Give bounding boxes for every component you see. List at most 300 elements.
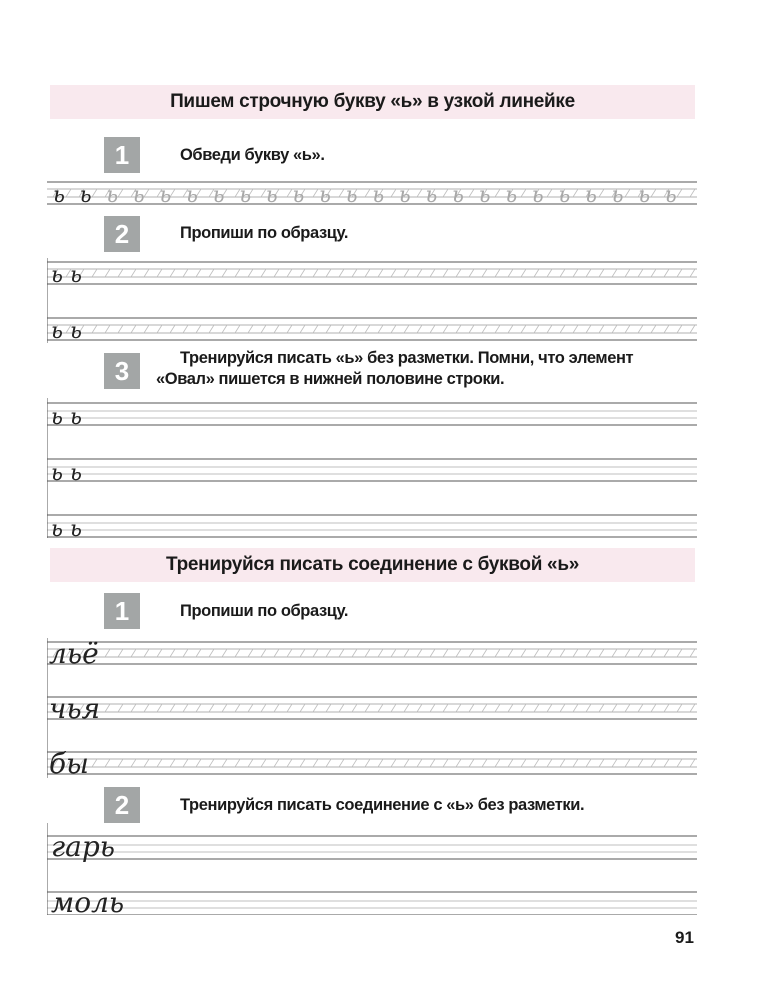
slanted-ruling-1 (47, 258, 697, 343)
slant-rule (573, 189, 578, 197)
slant-rule (339, 704, 344, 712)
slant-rule (313, 269, 318, 277)
slant-rule (469, 649, 474, 657)
slant-rule (677, 269, 682, 277)
sample-letters: ь ь (51, 263, 82, 288)
trace-letter: ь (265, 183, 278, 208)
slant-rule (508, 325, 513, 333)
task-3-instruction (156, 348, 700, 390)
slant-rule (690, 189, 695, 197)
slant-rule (222, 325, 227, 333)
slant-rule (157, 759, 162, 767)
slant-rule (170, 704, 175, 712)
slant-rule (157, 325, 162, 333)
trace-letter: ь (664, 183, 677, 208)
trace-letter: ь (452, 183, 464, 208)
plain-ruling-2 (47, 823, 697, 915)
task-2-instruction: Пропиши по образцу. (180, 224, 349, 242)
slant-rule (443, 704, 448, 712)
task-1-instruction: Обведи букву «ь». (180, 146, 325, 164)
slant-rule (196, 759, 201, 767)
slant-rule (274, 759, 279, 767)
slant-rule (274, 325, 279, 333)
slant-rule (222, 649, 227, 657)
slant-rule (157, 704, 162, 712)
slant-rule (482, 704, 487, 712)
slant-rule (92, 189, 97, 197)
task-2-number: 2 (104, 216, 140, 252)
slant-rule (404, 269, 409, 277)
trace-letter: ь (345, 183, 358, 208)
slant-rule (287, 325, 292, 333)
slant-rule (66, 189, 71, 197)
slant-rule (573, 325, 578, 333)
trace-letter-row (47, 178, 697, 208)
slant-rule (378, 649, 383, 657)
section-2-title: Тренируйся писать соединение с буквой «ь» (166, 554, 579, 575)
slant-rule (248, 649, 253, 657)
slant-rule (625, 269, 630, 277)
slant-rule (105, 269, 110, 277)
trace-letter: ь (239, 183, 252, 208)
trace-letter: ь (611, 183, 624, 208)
slant-rule (664, 269, 669, 277)
slant-rule (456, 325, 461, 333)
slant-rule (495, 759, 500, 767)
slant-rule (547, 649, 552, 657)
slant-rule (209, 325, 214, 333)
slant-rule (417, 649, 422, 657)
slant-rule (521, 325, 526, 333)
slant-rule (651, 325, 656, 333)
slant-rule (235, 704, 240, 712)
slant-rule (300, 759, 305, 767)
slant-rule (430, 269, 435, 277)
sample-joining: бы (49, 747, 89, 778)
slant-rule (92, 269, 97, 277)
slant-rule (495, 189, 500, 197)
slant-rule (586, 269, 591, 277)
slant-rule (586, 759, 591, 767)
sample-letters: ь ь (51, 405, 82, 430)
sample-word: моль (51, 886, 125, 915)
slant-rule (547, 759, 552, 767)
slant-rule (690, 269, 695, 277)
slant-rule (482, 269, 487, 277)
slant-rule (599, 189, 604, 197)
slant-rule (677, 189, 682, 197)
slant-rule (625, 325, 630, 333)
slant-rule (248, 269, 253, 277)
plain-practice-rows-1 (47, 398, 697, 538)
slant-rule (430, 649, 435, 657)
slant-rule (430, 759, 435, 767)
slant-rule (508, 759, 513, 767)
slant-rule (118, 189, 123, 197)
slant-rule (222, 704, 227, 712)
slant-rule (92, 325, 97, 333)
slant-rule (274, 269, 279, 277)
slant-rule (638, 759, 643, 767)
trace-letter: ь (159, 183, 172, 208)
slant-rule (274, 649, 279, 657)
slant-rule (261, 325, 266, 333)
slant-rule (222, 759, 227, 767)
slant-rule (456, 759, 461, 767)
slant-rule (248, 704, 253, 712)
slant-rule (651, 649, 656, 657)
trace-letter: ь (531, 183, 544, 208)
slanted-ruling-2 (47, 638, 697, 778)
slant-rule (495, 649, 500, 657)
slant-rule (612, 269, 617, 277)
slant-rule (144, 269, 149, 277)
slant-rule (573, 649, 578, 657)
slant-rule (313, 325, 318, 333)
slant-rule (534, 704, 539, 712)
sample-joining: чья (49, 692, 101, 725)
sample-letters: ь ь (51, 517, 82, 538)
slant-rule (677, 325, 682, 333)
slant-rule (105, 649, 110, 657)
slant-rule (638, 325, 643, 333)
slant-rule (92, 759, 97, 767)
slant-rule (235, 269, 240, 277)
section-1-title: Пишем строчную букву «ь» в узкой линейке (170, 91, 575, 112)
slant-rule (521, 759, 526, 767)
task-3-number: 3 (104, 353, 140, 389)
slant-rule (469, 189, 474, 197)
slant-rule (235, 649, 240, 657)
slant-rule (469, 269, 474, 277)
slant-rule (586, 704, 591, 712)
slant-rule (547, 189, 552, 197)
slant-rule (430, 325, 435, 333)
slant-rule (365, 704, 370, 712)
slant-rule (404, 759, 409, 767)
slant-rule (690, 704, 695, 712)
slant-rule (521, 269, 526, 277)
slant-rule (183, 325, 188, 333)
task-2-1-instruction: Пропиши по образцу. (180, 602, 349, 620)
trace-letter: ь (292, 183, 305, 208)
slant-rule (378, 269, 383, 277)
trace-letter: ь (186, 183, 198, 208)
slant-rule (248, 759, 253, 767)
slant-rule (521, 189, 526, 197)
task-2-2-instruction: Тренируйся писать соединение с «ь» без разметки. (180, 796, 585, 814)
slant-rule (313, 704, 318, 712)
slant-rule (326, 704, 331, 712)
slant-rule (261, 269, 266, 277)
slant-rule (365, 759, 370, 767)
slant-rule (430, 704, 435, 712)
slant-rule (482, 649, 487, 657)
trace-letter: ь (106, 183, 119, 208)
slanted-practice-rows-2 (47, 638, 697, 778)
slant-rule (612, 704, 617, 712)
task-3-line-2: «Овал» пишется в нижней половине строки. (156, 370, 505, 388)
slant-rule (664, 325, 669, 333)
slant-rule (599, 649, 604, 657)
slant-rule (664, 704, 669, 712)
slant-rule (560, 759, 565, 767)
slant-rule (261, 759, 266, 767)
slant-rule (105, 704, 110, 712)
slant-rule (183, 649, 188, 657)
slant-rule (690, 649, 695, 657)
slant-rule (664, 759, 669, 767)
trace-letter: ь (398, 183, 411, 208)
slant-rule (287, 269, 292, 277)
slant-rule (456, 269, 461, 277)
slant-rule (365, 325, 370, 333)
slant-rule (404, 649, 409, 657)
slant-rule (196, 704, 201, 712)
trace-letter: ь (478, 183, 491, 208)
sample-word: гарь (51, 830, 116, 863)
trace-letter: ь (425, 183, 438, 208)
slant-rule (235, 759, 240, 767)
slant-rule (391, 759, 396, 767)
trace-letter: ь (585, 183, 597, 208)
slant-rule (339, 269, 344, 277)
slant-rule (560, 325, 565, 333)
slant-rule (690, 325, 695, 333)
slant-rule (547, 704, 552, 712)
slant-rule (378, 325, 383, 333)
slant-rule (469, 704, 474, 712)
slant-rule (313, 649, 318, 657)
slant-rule (131, 704, 136, 712)
slant-rule (222, 269, 227, 277)
slant-rule (508, 269, 513, 277)
section-1-header (50, 85, 695, 119)
slant-rule (352, 704, 357, 712)
slant-rule (638, 649, 643, 657)
slant-rule (599, 269, 604, 277)
slant-rule (339, 325, 344, 333)
trace-letter: ь (79, 183, 92, 208)
slant-rule (638, 269, 643, 277)
trace-letter: ь (132, 183, 145, 208)
slant-rule (378, 704, 383, 712)
trace-letter: ь (319, 183, 331, 208)
slant-rule (131, 269, 136, 277)
slant-rule (352, 649, 357, 657)
slant-rule (261, 649, 266, 657)
slant-rule (599, 325, 604, 333)
slant-rule (105, 759, 110, 767)
slant-rule (443, 759, 448, 767)
slant-rule (118, 269, 123, 277)
slant-rule (417, 759, 422, 767)
slant-rule (391, 269, 396, 277)
slant-rule (391, 649, 396, 657)
trace-ruling (47, 178, 697, 208)
slant-rule (638, 704, 643, 712)
slant-rule (534, 325, 539, 333)
slant-rule (287, 704, 292, 712)
slant-rule (339, 189, 344, 197)
slant-rule (144, 759, 149, 767)
task-3-line-1: Тренируйся писать «ь» без разметки. Помни, что элемент (180, 349, 634, 367)
slant-rule (417, 269, 422, 277)
slant-rule (417, 189, 422, 197)
slant-rule (183, 269, 188, 277)
slant-rule (677, 704, 682, 712)
slant-rule (183, 759, 188, 767)
slant-rule (404, 704, 409, 712)
slant-rule (339, 759, 344, 767)
slant-rule (495, 269, 500, 277)
slant-rule (326, 649, 331, 657)
slant-rule (365, 269, 370, 277)
slanted-practice-rows-1 (47, 258, 697, 343)
page-number: 91 (675, 928, 694, 947)
slant-rule (365, 649, 370, 657)
slant-rule (404, 325, 409, 333)
slant-rule (209, 704, 214, 712)
slant-rule (287, 189, 292, 197)
slant-rule (625, 649, 630, 657)
slant-rule (287, 759, 292, 767)
slant-rule (365, 189, 370, 197)
task-2-2-number: 2 (104, 787, 140, 823)
slant-rule (508, 649, 513, 657)
slant-rule (170, 325, 175, 333)
slant-rule (612, 649, 617, 657)
trace-letter: ь (505, 183, 518, 208)
slant-rule (105, 325, 110, 333)
slant-rule (131, 649, 136, 657)
slant-rule (131, 325, 136, 333)
slant-rule (170, 649, 175, 657)
slant-rule (118, 759, 123, 767)
slant-rule (469, 325, 474, 333)
sample-letters: ь ь (51, 319, 82, 343)
slant-rule (547, 269, 552, 277)
slant-rule (508, 704, 513, 712)
slant-rule (118, 704, 123, 712)
slant-rule (209, 759, 214, 767)
slant-rule (417, 325, 422, 333)
slant-rule (547, 325, 552, 333)
slant-rule (443, 649, 448, 657)
slant-rule (196, 269, 201, 277)
slant-rule (482, 325, 487, 333)
slant-rule (235, 325, 240, 333)
slant-rule (196, 649, 201, 657)
slant-rule (248, 325, 253, 333)
slant-rule (482, 759, 487, 767)
plain-ruling-1 (47, 398, 697, 538)
slant-rule (144, 704, 149, 712)
trace-letter: ь (53, 183, 65, 208)
slant-rule (144, 649, 149, 657)
slant-rule (573, 704, 578, 712)
slant-rule (287, 649, 292, 657)
slant-rule (443, 325, 448, 333)
slant-rule (664, 649, 669, 657)
slant-rule (209, 649, 214, 657)
slant-rule (261, 704, 266, 712)
slant-rule (352, 325, 357, 333)
slant-rule (560, 649, 565, 657)
slant-rule (625, 759, 630, 767)
slant-rule (534, 649, 539, 657)
slant-rule (300, 325, 305, 333)
slant-rule (326, 759, 331, 767)
slant-rule (170, 269, 175, 277)
slant-rule (456, 704, 461, 712)
section-2-header (50, 548, 695, 582)
trace-letter: ь (558, 183, 571, 208)
slant-rule (560, 704, 565, 712)
plain-practice-rows-2 (47, 823, 697, 915)
slant-rule (352, 269, 357, 277)
slant-rule (274, 704, 279, 712)
slant-rule (677, 649, 682, 657)
slant-rule (573, 269, 578, 277)
slant-rule (300, 704, 305, 712)
task-1-number: 1 (104, 137, 140, 173)
slant-rule (560, 269, 565, 277)
slant-rule (118, 325, 123, 333)
slant-rule (521, 649, 526, 657)
slant-rule (196, 325, 201, 333)
slant-rule (443, 189, 448, 197)
slant-rule (690, 759, 695, 767)
slant-rule (326, 269, 331, 277)
slant-rule (495, 704, 500, 712)
slant-rule (586, 649, 591, 657)
slant-rule (625, 189, 630, 197)
slant-rule (391, 189, 396, 197)
slant-rule (144, 325, 149, 333)
slant-rule (534, 759, 539, 767)
slant-rule (586, 325, 591, 333)
sample-letters: ь ь (51, 461, 82, 486)
slant-rule (651, 189, 656, 197)
slant-rule (313, 189, 318, 197)
sample-joining: льё (49, 638, 99, 670)
slant-rule (326, 325, 331, 333)
trace-letter: ь (638, 183, 651, 208)
slant-rule (521, 704, 526, 712)
slant-rule (300, 269, 305, 277)
slant-rule (209, 269, 214, 277)
slant-rule (391, 704, 396, 712)
slant-rule (443, 269, 448, 277)
slant-rule (417, 704, 422, 712)
slant-rule (625, 704, 630, 712)
slant-rule (612, 759, 617, 767)
slant-rule (651, 759, 656, 767)
slant-rule (339, 649, 344, 657)
slant-rule (495, 325, 500, 333)
slant-rule (599, 759, 604, 767)
slant-rule (183, 704, 188, 712)
slant-rule (313, 759, 318, 767)
slant-rule (612, 325, 617, 333)
slant-rule (170, 759, 175, 767)
slant-rule (651, 269, 656, 277)
slant-rule (131, 759, 136, 767)
slant-rule (534, 269, 539, 277)
slant-rule (651, 704, 656, 712)
slant-rule (157, 269, 162, 277)
